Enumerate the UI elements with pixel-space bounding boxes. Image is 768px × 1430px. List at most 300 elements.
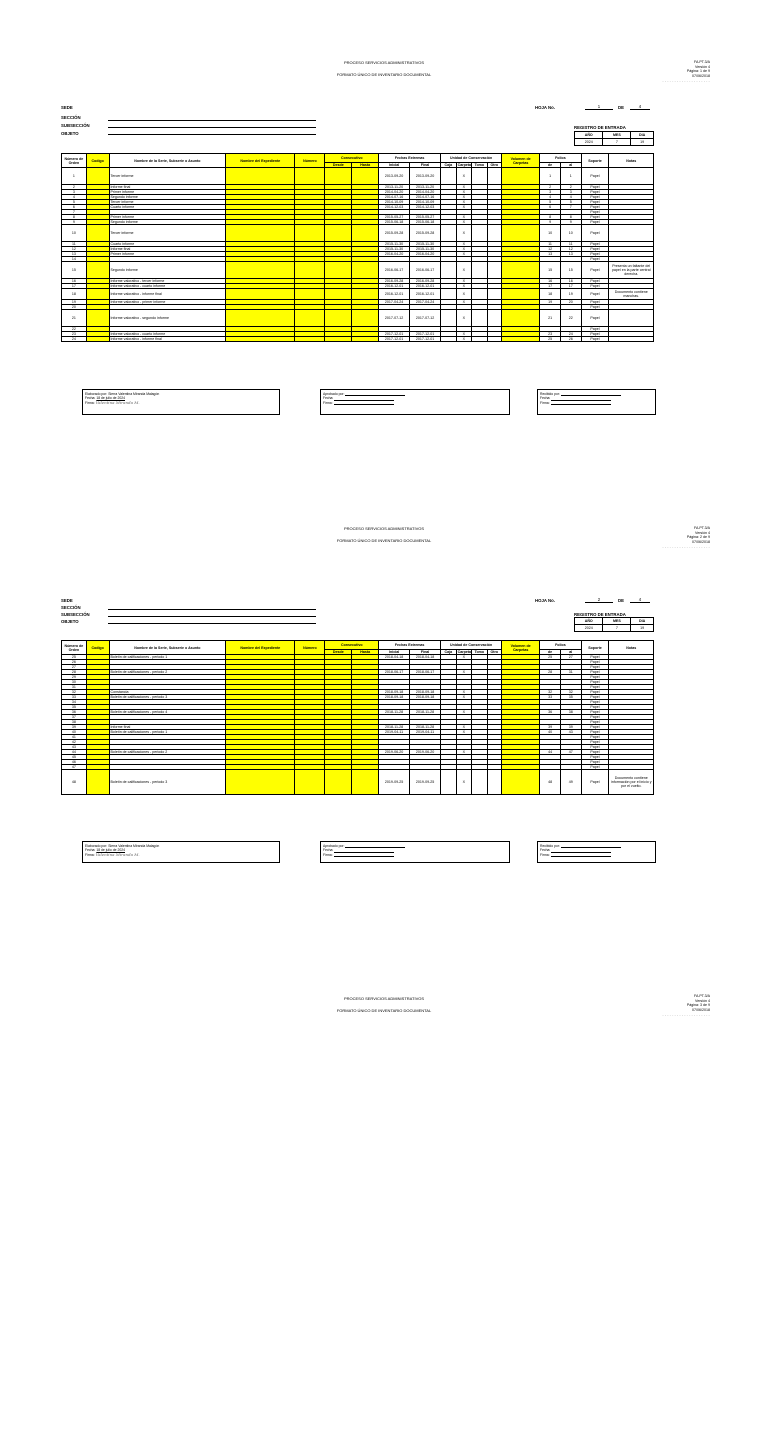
row-carpeta: X	[456, 289, 471, 300]
elaborado-name: Sierra Valentina Miranda Malagón	[108, 392, 160, 396]
row-folio-de: 12	[540, 247, 561, 252]
table-row	[62, 168, 654, 185]
recibido-box	[537, 389, 656, 415]
row-folio-al: 47	[560, 750, 581, 755]
row-number: 10	[62, 225, 87, 242]
row-soporte: Papel	[581, 310, 609, 327]
seccion-label: SECCIÓN	[61, 605, 81, 610]
row-fecha-final: 2014-07-16	[410, 195, 441, 200]
hoja-number: 2	[585, 597, 613, 603]
row-number: 1	[62, 168, 87, 185]
row-folio-de: 17	[540, 284, 561, 289]
col-carpeta: Carpeta	[457, 163, 471, 167]
doc-version: Versión 4	[695, 530, 710, 535]
row-folio-de: 2	[540, 185, 561, 190]
row-number: 30	[62, 680, 87, 685]
row-fecha-final: 2013-09-20	[410, 168, 441, 185]
row-number: 48	[62, 770, 87, 795]
hoja-label: HOJA No.	[535, 105, 555, 110]
row-number: 47	[62, 765, 87, 770]
row-caja	[441, 310, 456, 327]
row-codigo	[86, 289, 109, 300]
subseccion-field	[108, 127, 316, 128]
form-title: FORMATO ÚNICO DE INVENTARIO DOCUMENTAL	[336, 538, 432, 543]
doc-version: Versión 4	[695, 998, 710, 1003]
row-folio-al: 49	[560, 770, 581, 795]
row-number: 17	[62, 284, 87, 289]
row-folio-de: 8	[540, 215, 561, 220]
dia-header: DIA	[631, 132, 654, 139]
row-soporte: Papel	[581, 300, 609, 305]
row-soporte: Papel	[581, 327, 609, 332]
row-serie: Tercer informe	[109, 168, 226, 185]
row-otro	[487, 168, 501, 185]
table-row	[62, 770, 654, 795]
row-soporte: Papel	[581, 215, 609, 220]
row-serie: Primer informe	[109, 215, 226, 220]
row-soporte: Papel	[581, 665, 609, 670]
recibido-fecha-label: Fecha:	[540, 396, 551, 401]
row-carpeta: X	[456, 310, 471, 327]
row-hasta	[352, 225, 379, 242]
process-title: PROCESO SERVICIOS ADMINISTRATIVOS	[343, 526, 425, 531]
row-folio-de: 3	[540, 190, 561, 195]
header-dots: - - - - - - - - - - - - - - - - - - - -	[662, 545, 710, 549]
subseccion-label: SUBSECCIÓN	[61, 123, 90, 128]
dia-header: DIA	[631, 618, 654, 625]
row-fecha-inicial: 2016-12-01	[379, 289, 410, 300]
row-tomo	[472, 168, 487, 185]
form-title: FORMATO ÚNICO DE INVENTARIO DOCUMENTAL	[336, 72, 432, 77]
row-caja	[441, 289, 456, 300]
row-soporte: Papel	[581, 695, 609, 700]
header-dots: - - - - - - - - - - - - - - - - - - - -	[662, 79, 710, 83]
row-serie: Cuarto informe	[109, 205, 226, 210]
row-carpeta: X	[456, 690, 471, 695]
row-fecha-inicial: 2015-09-28	[379, 225, 410, 242]
objeto-label: OBJETO	[61, 131, 79, 136]
doc-code: FA.PT.3/A	[694, 526, 710, 530]
hoja-total: 4	[630, 597, 650, 603]
col-fechas: Fechas Extremas	[379, 641, 441, 650]
row-fecha-inicial: 2016-06-17	[379, 262, 410, 279]
row-otro	[487, 225, 501, 242]
ano-header: AÑO	[575, 132, 603, 139]
doc-date: 07/06/2018	[692, 73, 710, 78]
row-serie: Informe valorativo - informe final	[109, 289, 226, 300]
col-consecutivo: Consecutivo	[325, 641, 379, 650]
row-number: 31	[62, 685, 87, 690]
seccion-label: SECCIÓN	[61, 115, 81, 120]
row-carpeta: X	[456, 655, 471, 660]
de-label: DE	[618, 105, 624, 110]
row-serie: Boletín de calificaciones - periodo 1	[109, 730, 226, 735]
row-fecha-inicial: 2013-09-20	[379, 168, 410, 185]
col-codigo: Codigo	[86, 641, 109, 655]
row-fecha-inicial: 2014-12-03	[379, 205, 410, 210]
row-fecha-final: 2018-11-28	[410, 725, 441, 730]
row-desde	[325, 262, 352, 279]
row-expediente	[226, 337, 295, 342]
row-number: 32	[62, 690, 87, 695]
aprobado-box	[320, 841, 510, 863]
col-folio-de: de	[540, 650, 561, 655]
row-number: 24	[62, 337, 87, 342]
row-expediente	[226, 225, 295, 242]
row-fecha-final: 2014-10-09	[410, 200, 441, 205]
row-carpeta: X	[456, 710, 471, 715]
row-folio-al: 20	[560, 300, 581, 305]
objeto-field	[108, 623, 316, 624]
subseccion-field	[108, 616, 316, 617]
row-serie: Constancia	[109, 690, 226, 695]
row-soporte: Papel	[581, 760, 609, 765]
row-fecha-inicial: 2018-04-18	[379, 655, 410, 660]
row-codigo	[86, 770, 109, 795]
hoja-label: HOJA No.	[535, 598, 555, 603]
dia-value: 19	[631, 625, 654, 632]
row-serie: Tercer informe	[109, 200, 226, 205]
row-caja	[441, 262, 456, 279]
row-carpeta: X	[456, 200, 471, 205]
row-soporte: Papel	[581, 660, 609, 665]
row-number: 16	[62, 279, 87, 284]
row-desde	[325, 225, 352, 242]
col-numero: Número	[295, 154, 325, 168]
row-tomo	[472, 770, 487, 795]
page-counter: Página: 1 de 9	[686, 69, 710, 74]
row-volumen	[502, 168, 540, 185]
row-folio-al: 1	[560, 168, 581, 185]
row-desde	[325, 289, 352, 300]
inventory-table	[61, 640, 654, 795]
row-otro	[487, 310, 501, 327]
doc-date: 07/06/2018	[692, 539, 710, 544]
row-serie: Boletín de calificaciones - periodo 2	[109, 750, 226, 755]
row-folio-al: 22	[560, 310, 581, 327]
row-otro	[487, 770, 501, 795]
row-expediente	[226, 289, 295, 300]
row-fecha-final: 2016-12-01	[410, 289, 441, 300]
row-serie: Informe valorativo - cuarto informe	[109, 332, 226, 337]
row-codigo	[86, 225, 109, 242]
row-fecha-final: 2017-12-01	[410, 332, 441, 337]
row-tomo	[472, 337, 487, 342]
row-carpeta: X	[456, 190, 471, 195]
row-number: 27	[62, 665, 87, 670]
col-volumen: Volumen de Carpetas	[502, 154, 540, 168]
row-number: 43	[62, 745, 87, 750]
row-number: 3	[62, 190, 87, 195]
row-folio-de: 23	[540, 332, 561, 337]
row-fecha-inicial: 2018-11-28	[379, 710, 410, 715]
row-soporte: Papel	[581, 745, 609, 750]
row-number: 15	[62, 262, 87, 279]
table-row	[62, 337, 654, 342]
aprobado-label: Aprobado por:	[323, 392, 345, 396]
col-notas: Notas	[609, 641, 654, 655]
row-fecha-inicial: 2019-09-25	[379, 770, 410, 795]
row-fecha-inicial: 2014-04-20	[379, 190, 410, 195]
page-counter: Página: 2 de 9	[686, 535, 710, 540]
row-soporte: Papel	[581, 247, 609, 252]
row-folio-al: 35	[560, 695, 581, 700]
row-number: 26	[62, 660, 87, 665]
elaborado-label: Elaborado por:	[85, 844, 108, 848]
col-folios: Folios	[540, 154, 581, 163]
row-number: 46	[62, 760, 87, 765]
row-folio-al: 12	[560, 247, 581, 252]
row-number: 41	[62, 735, 87, 740]
row-desde	[325, 310, 352, 327]
row-fecha-final: 2019-06-20	[410, 750, 441, 755]
sede-label: SEDE	[61, 105, 73, 110]
row-nota: Presenta un faltante del papel en la parte central derecha.	[609, 262, 654, 279]
mes-header: MES	[603, 132, 631, 139]
recibido-fecha-label: Fecha:	[540, 848, 551, 853]
subseccion-label: SUBSECCIÓN	[61, 612, 90, 617]
row-carpeta: X	[456, 220, 471, 225]
aprobado-firma-label: Firma:	[323, 400, 333, 405]
row-hasta	[352, 289, 379, 300]
row-carpeta: X	[456, 670, 471, 675]
col-soporte: Soporte	[581, 154, 609, 168]
row-folio-de: 9	[540, 220, 561, 225]
row-soporte: Papel	[581, 200, 609, 205]
row-numero	[295, 225, 325, 242]
row-fecha-final: 2017-04-24	[410, 300, 441, 305]
hoja-number: 1	[585, 104, 613, 110]
row-serie: Cuarto informe	[109, 242, 226, 247]
seccion-field	[108, 609, 316, 610]
process-title: PROCESO SERVICIOS ADMINISTRATIVOS	[343, 996, 425, 1001]
row-soporte: Papel	[581, 185, 609, 190]
row-number: 36	[62, 710, 87, 715]
row-serie: Segundo informe	[109, 262, 226, 279]
row-folio-al: 31	[560, 670, 581, 675]
row-expediente	[226, 262, 295, 279]
doc-control	[687, 60, 710, 78]
mes-value: 7	[603, 625, 631, 632]
row-folio-de: 13	[540, 252, 561, 257]
row-number: 21	[62, 310, 87, 327]
row-folio-al: 43	[560, 730, 581, 735]
row-numero	[295, 262, 325, 279]
row-carpeta: X	[456, 300, 471, 305]
row-folio-al: 3	[560, 190, 581, 195]
col-expediente: Nombre del Expediente	[226, 641, 295, 655]
ano-value: 2024	[575, 139, 603, 146]
seccion-field	[108, 120, 316, 121]
row-carpeta: X	[456, 730, 471, 735]
col-consecutivo: Consecutivo	[325, 154, 379, 163]
row-otro	[487, 289, 501, 300]
row-carpeta: X	[456, 225, 471, 242]
row-folio-al: 11	[560, 242, 581, 247]
row-soporte: Papel	[581, 710, 609, 715]
row-fecha-final: 2018-04-18	[410, 655, 441, 660]
col-otro: Otro	[487, 650, 501, 655]
row-carpeta: X	[456, 770, 471, 795]
col-folio-al: al	[560, 163, 581, 168]
row-fecha-inicial: 2015-11-30	[379, 242, 410, 247]
row-fecha-final: 2015-05-27	[410, 215, 441, 220]
row-fecha-final: 2016-06-17	[410, 262, 441, 279]
row-folio-al: 27	[560, 655, 581, 660]
row-serie: Informe valorativo - primer informe	[109, 300, 226, 305]
row-folio-al: 38	[560, 710, 581, 715]
row-soporte: Papel	[581, 337, 609, 342]
row-soporte: Papel	[581, 262, 609, 279]
row-carpeta: X	[456, 279, 471, 284]
elaborado-fecha: 18 de julio de 2024	[96, 396, 125, 401]
row-fecha-final: 2016-09-28	[410, 279, 441, 284]
row-number: 28	[62, 670, 87, 675]
row-serie: Primer informe	[109, 252, 226, 257]
row-hasta	[352, 168, 379, 185]
row-numero	[295, 168, 325, 185]
row-carpeta: X	[456, 284, 471, 289]
row-number: 35	[62, 705, 87, 710]
row-number: 9	[62, 220, 87, 225]
row-soporte: Papel	[581, 755, 609, 760]
row-carpeta: X	[456, 262, 471, 279]
signature-scribble: Valentina Miranda M.	[95, 399, 140, 405]
row-carpeta: X	[456, 725, 471, 730]
col-numero-orden: Número de Orden	[62, 154, 87, 168]
row-volumen	[502, 310, 540, 327]
row-number: 8	[62, 215, 87, 220]
col-otro: Otro	[487, 163, 501, 168]
row-number: 33	[62, 695, 87, 700]
row-soporte: Papel	[581, 720, 609, 725]
row-soporte: Papel	[581, 242, 609, 247]
row-folio-de: 33	[540, 695, 561, 700]
objeto-field	[108, 134, 316, 135]
row-caja	[441, 337, 456, 342]
row-fecha-inicial: 2017-04-24	[379, 300, 410, 305]
col-hasta: Hasta	[352, 163, 379, 168]
row-carpeta: X	[456, 205, 471, 210]
row-desde	[325, 770, 352, 795]
row-fecha-inicial: 2017-07-12	[379, 310, 410, 327]
row-volumen	[502, 770, 540, 795]
hoja-total: 4	[630, 104, 650, 110]
row-soporte: Papel	[581, 195, 609, 200]
row-numero	[295, 337, 325, 342]
row-carpeta: X	[456, 750, 471, 755]
row-serie: Segundo informe	[109, 220, 226, 225]
row-serie: Informe valorativo - segundo informe	[109, 310, 226, 327]
registro-table	[574, 131, 654, 146]
row-number: 38	[62, 720, 87, 725]
table-row	[62, 289, 654, 300]
aprobado-fecha-label: Fecha:	[323, 396, 334, 401]
row-folio-al: 32	[560, 690, 581, 695]
row-serie: Boletín de calificaciones - periodo 1	[109, 655, 226, 660]
row-desde	[325, 168, 352, 185]
col-soporte: Soporte	[581, 641, 609, 655]
row-soporte: Papel	[581, 210, 609, 215]
row-fecha-inicial: 2013-11-20	[379, 185, 410, 190]
row-soporte: Papel	[581, 220, 609, 225]
row-numero	[295, 310, 325, 327]
row-folio-de: 5	[540, 200, 561, 205]
row-soporte: Papel	[581, 750, 609, 755]
col-fechas: Fechas Extremas	[379, 154, 441, 163]
mes-value: 7	[603, 139, 631, 146]
row-soporte: Papel	[581, 252, 609, 257]
row-nota: Documento contiene información por el inicio y por el vuelto.	[609, 770, 654, 795]
row-fecha-final: 2013-11-20	[410, 185, 441, 190]
row-folio-de: 36	[540, 710, 561, 715]
elaborado-fecha-label: Fecha:	[85, 848, 96, 853]
row-volumen	[502, 262, 540, 279]
row-soporte: Papel	[581, 289, 609, 300]
row-number: 39	[62, 725, 87, 730]
firma-label: Firma:	[85, 400, 95, 405]
registro-label: REGISTRO DE ENTRADA	[574, 125, 626, 130]
row-fecha-final: 2014-04-20	[410, 190, 441, 195]
row-carpeta: X	[456, 247, 471, 252]
row-soporte: Papel	[581, 730, 609, 735]
row-soporte: Papel	[581, 715, 609, 720]
row-tomo	[472, 225, 487, 242]
row-fecha-inicial: 2015-06-18	[379, 220, 410, 225]
row-volumen	[502, 225, 540, 242]
row-tomo	[472, 310, 487, 327]
row-soporte: Papel	[581, 735, 609, 740]
dia-value: 19	[631, 139, 654, 146]
row-serie: Boletín de calificaciones - periodo 4	[109, 710, 226, 715]
row-soporte: Papel	[581, 700, 609, 705]
row-volumen	[502, 337, 540, 342]
row-number: 2	[62, 185, 87, 190]
row-volumen	[502, 289, 540, 300]
row-fecha-final: 2017-07-12	[410, 310, 441, 327]
firma-label: Firma:	[85, 852, 95, 857]
row-fecha-final: 2016-12-01	[410, 284, 441, 289]
row-carpeta: X	[456, 695, 471, 700]
row-number: 6	[62, 205, 87, 210]
row-soporte: Papel	[581, 284, 609, 289]
inventory-page-2	[0, 466, 768, 966]
row-carpeta: X	[456, 185, 471, 190]
row-folio-al: 13	[560, 252, 581, 257]
row-otro	[487, 337, 501, 342]
inventory-page-1	[0, 0, 768, 500]
row-soporte: Papel	[581, 655, 609, 660]
row-codigo	[86, 337, 109, 342]
row-folio-al: 16	[560, 279, 581, 284]
row-fecha-final: 2015-11-30	[410, 247, 441, 252]
row-fecha-final: 2018-06-17	[410, 670, 441, 675]
row-fecha-final: 2014-12-03	[410, 205, 441, 210]
row-folio-de: 39	[540, 725, 561, 730]
row-number: 23	[62, 332, 87, 337]
objeto-label: OBJETO	[61, 619, 79, 624]
row-soporte: Papel	[581, 279, 609, 284]
doc-control	[687, 994, 710, 1012]
row-number: 44	[62, 750, 87, 755]
inventory-table	[61, 153, 654, 342]
row-folio-al: 10	[560, 225, 581, 242]
row-caja	[441, 168, 456, 185]
row-number: 20	[62, 305, 87, 310]
row-fecha-inicial: 2015-05-27	[379, 215, 410, 220]
col-expediente: Nombre del Expediente	[226, 154, 295, 168]
col-hasta: Hasta	[352, 650, 379, 655]
